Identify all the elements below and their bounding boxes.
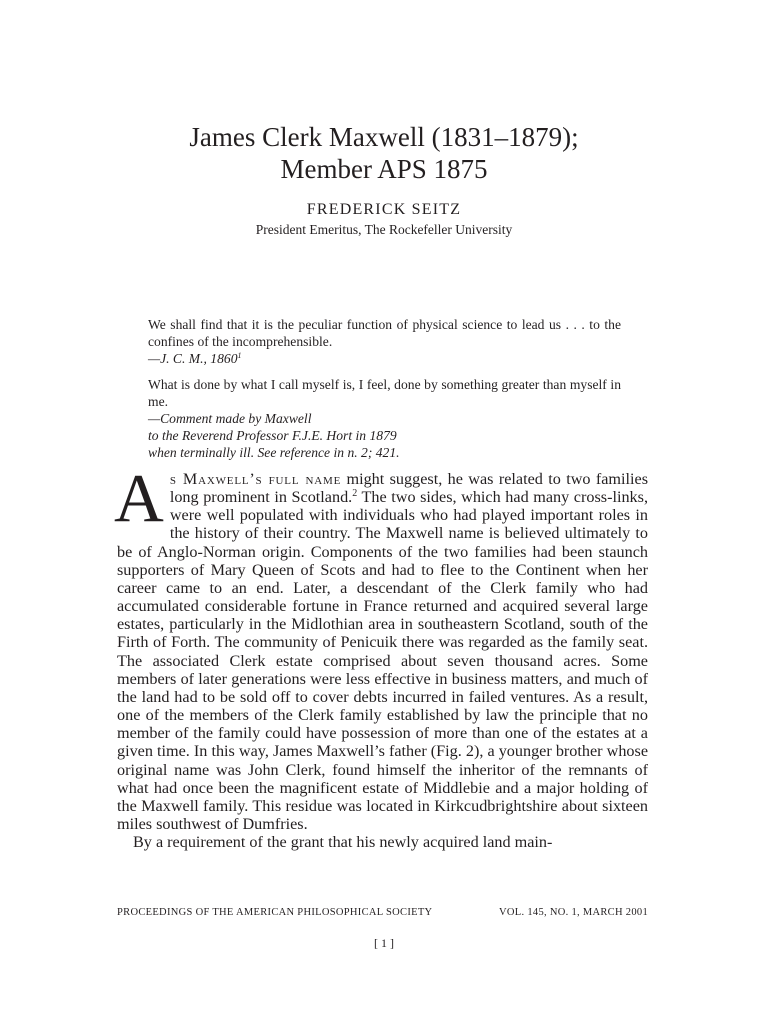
epigraph-1-quote: We shall find that it is the peculiar function of physical science to lead us . . . to the confines of the incomprehensible. — [148, 317, 621, 349]
author-name: FREDERICK SEITZ — [306, 201, 462, 218]
body-paragraph-1 — [114, 460, 648, 833]
article-title-line-2: Member APS 1875 — [280, 154, 488, 184]
drop-cap: A — [114, 460, 164, 536]
epigraph-1-attribution — [148, 350, 621, 367]
epigraph-1-attribution-text: —J. C. M., 1860 — [148, 351, 238, 366]
epigraph-1 — [148, 316, 621, 367]
epigraph-2-attribution-line-1: —Comment made by Maxwell — [148, 411, 312, 426]
body-paragraph-2: By a requirement of the grant that his newly acquired land main- — [133, 833, 553, 852]
author-affiliation: President Emeritus, The Rockefeller University — [255, 222, 513, 237]
body-paragraph-1-text-b: The two sides, which had many cross-links, were well populated with individuals who had played important roles in the history of their country. The Maxwell name is believed ultimately to be of Anglo-Norman origin. Components of the two families had been staunch supporters of Mary Queen of Scots and had to flee to the Continent when her career came to an end. Later, a descendant of the Clerk family who had accumulated considerable fortune in France returned and acquired several large estates, particularly in the Midlothian area in southeastern Scotland, south of the Firth of Forth. The community of Penicuik there was regarded as the family seat. The associated Clerk estate comprised about seven thousand acres. Some members of later generations were less effective in business matters, and much of the land had to be sold off to cover debts incurred in failed ventures. As a result, one of the members of the Clerk family established by law the principle that no member of the family could have possession of more than one of the estates at a given time. In this way, James Maxwell’s father (Fig. 2), a younger brother whose original name was John Clerk, found himself the inheritor of the remnants of what had once been the magnificent estate of Middlebie and a major holding of the Maxwell family. This residue was located in Kirkcudbrightshire about sixteen miles southwest of Dumfries. — [117, 488, 648, 833]
article-title-line-1: James Clerk Maxwell (1831–1879); — [189, 122, 579, 152]
epigraph-2-attribution-line-2: to the Reverend Professor F.J.E. Hort in 1879 — [148, 428, 397, 443]
epigraph-2-attribution-line-3: when terminally ill. See reference in n. 2; 421. — [148, 445, 400, 460]
footnote-ref-2: 2 — [352, 488, 358, 500]
volume-info: VOL. 145, NO. 1, MARCH 2001 — [499, 907, 648, 918]
body-paragraph-1-text-a: might suggest, he was related to two families long prominent in Scotland. — [169, 470, 648, 507]
journal-name: PROCEEDINGS OF THE AMERICAN PHILOSOPHICAL SOCIETY — [117, 907, 433, 918]
article-body — [114, 460, 648, 852]
epigraph-2-quote: What is done by what I call myself is, I feel, done by something greater than myself in me. — [148, 377, 621, 409]
page-number: [ 1 ] — [374, 936, 394, 950]
lead-in-small-caps: s Maxwell’s full name — [169, 470, 342, 488]
epigraph-2 — [148, 376, 621, 461]
epigraph-1-footnote-ref: 1 — [237, 351, 242, 360]
